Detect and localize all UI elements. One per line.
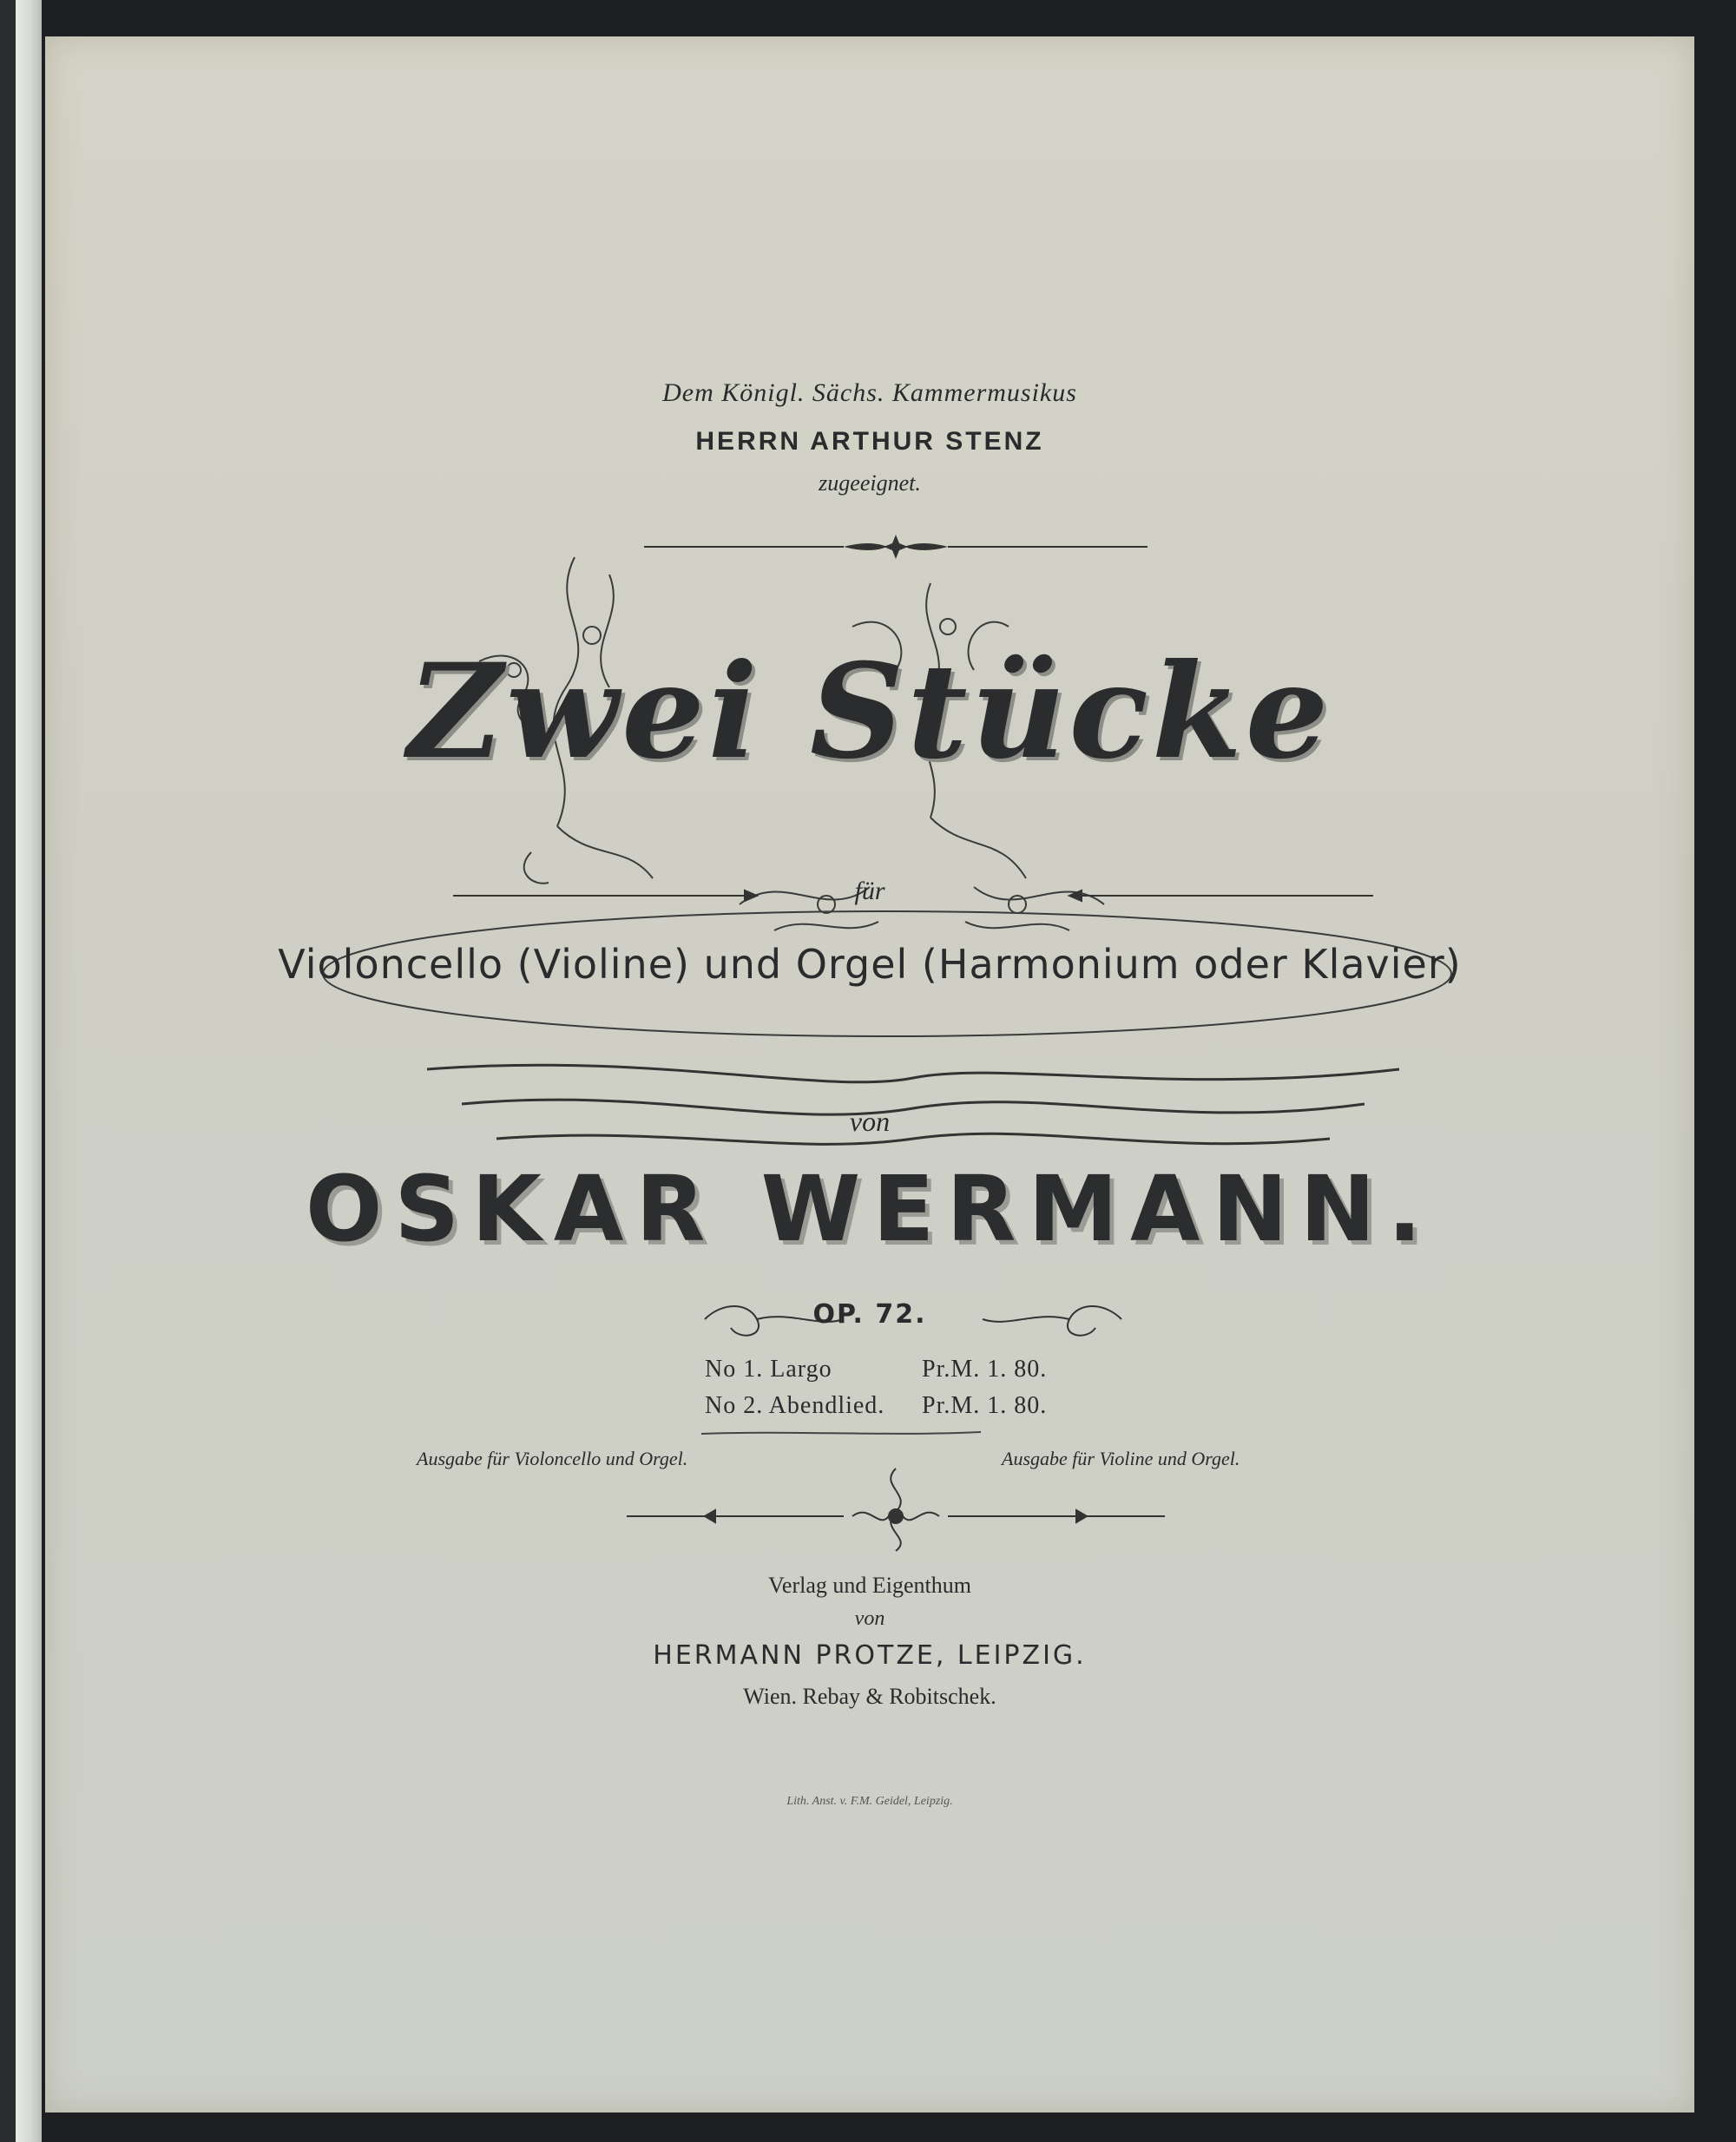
publisher-line-2: von [854, 1607, 885, 1630]
book-spine [0, 0, 17, 2142]
publisher-vienna: Wien. Rebay & Robitschek. [743, 1684, 996, 1709]
main-title: Zwei Stücke [407, 635, 1332, 788]
work-item-1 [45, 1356, 1694, 1392]
edition-cello: Ausgabe für Violoncello und Orgel. [417, 1448, 688, 1469]
work-price: Pr.M. 1. 80. [922, 1356, 1048, 1383]
pencil-underline [698, 1429, 984, 1439]
dedicatee-name: HERRN ARTHUR STENZ [695, 427, 1044, 456]
works-list [45, 1356, 1694, 1429]
publisher-line-1: Verlag und Eigenthum [768, 1573, 971, 1598]
work-title: No 2. Abendlied. [705, 1392, 885, 1419]
publisher-name: HERMANN PROTZE, LEIPZIG. [653, 1640, 1087, 1671]
page-edge [16, 0, 42, 2142]
lithographer-credit: Lith. Anst. v. F.M. Geidel, Leipzig. [786, 1795, 953, 1808]
instrumentation: Violoncello (Violine) und Orgel (Harmonium oder Klavier) [278, 941, 1462, 988]
for-word: für [854, 877, 885, 905]
work-item-2 [45, 1392, 1694, 1429]
opus-number: OP. 72. [812, 1299, 927, 1330]
dedication-line-1: Dem Königl. Sächs. Kammermusikus [662, 378, 1077, 407]
work-price: Pr.M. 1. 80. [922, 1392, 1048, 1419]
composer-name: OSKAR WERMANN. [305, 1156, 1435, 1262]
work-title: No 1. Largo [705, 1356, 832, 1383]
dedication-line-3: zugeeignet. [819, 470, 921, 496]
by-word: von [849, 1106, 891, 1137]
swash-flourish [392, 1043, 1434, 1165]
title-page [45, 36, 1694, 2112]
divider-ornament-bottom [618, 1460, 1174, 1555]
edition-violin: Ausgabe für Violine und Orgel. [1002, 1448, 1240, 1469]
